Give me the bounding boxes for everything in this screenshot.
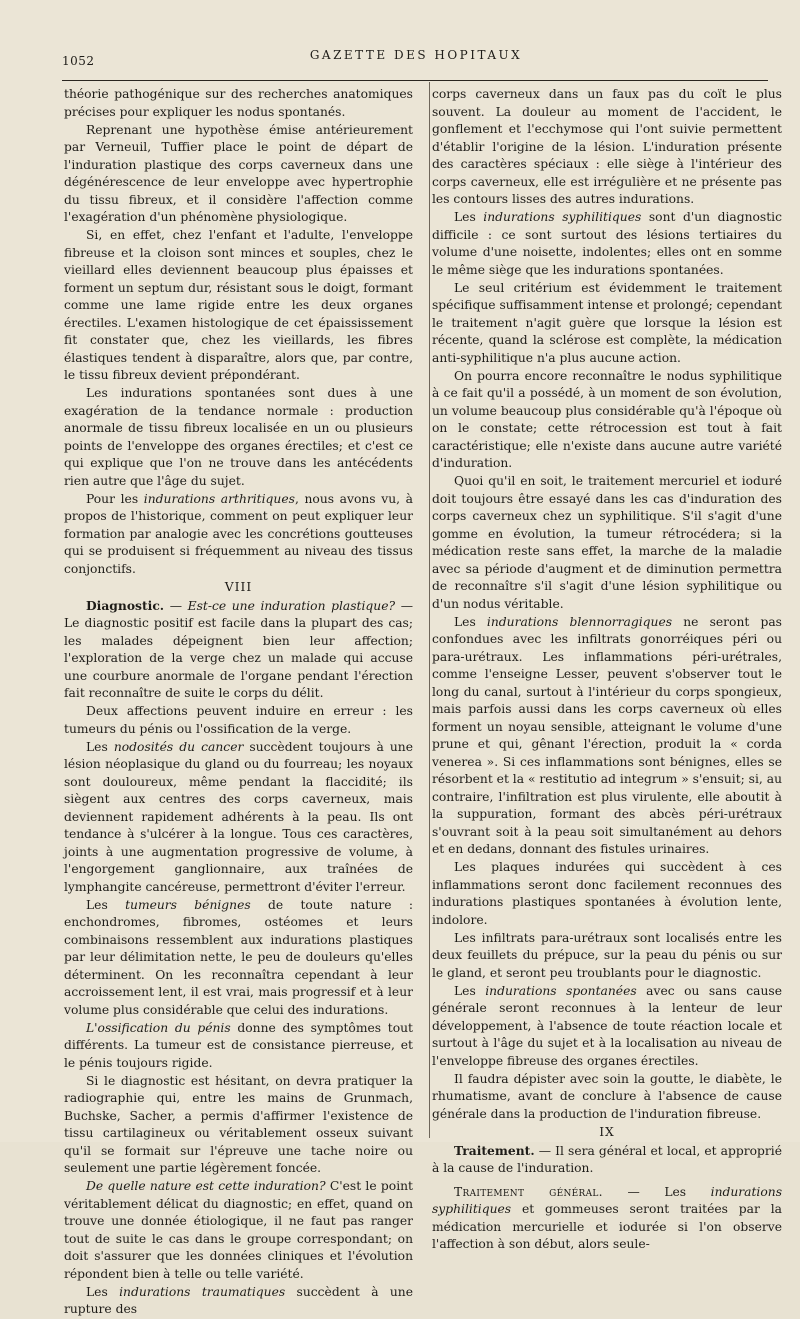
page-header (62, 44, 770, 70)
paragraph (64, 739, 413, 897)
paragraph (432, 209, 782, 279)
paragraph (432, 614, 782, 859)
text-run: succèdent à une rupture des (64, 1284, 413, 1316)
text-run: — Le diagnostic positif est facile dans la plupart des cas; les malades dépeignent bien leur affection; l'exploration de la verge chez un malade qui accuse une courbure anormale de l'organe pendant l'érection fait reconnaître de suite le corps du délit. (64, 598, 413, 700)
italic-term: Est-ce une induration plastique? (187, 598, 396, 613)
italic-term: indurations traumatiques (119, 1284, 286, 1299)
section-heading-viii: VIII (224, 579, 253, 594)
italic-term: indurations syphilitiques (432, 1184, 783, 1216)
text-run: et gommeuses seront traitées par la médication mercurielle et iodurée si l'on observe l'affection à son début, alors seule- (432, 1202, 782, 1251)
header-rule (62, 80, 768, 81)
italic-term: nodosités du cancer (113, 739, 244, 754)
paragraph: Si, en effet, chez l'enfant et l'adulte, l'enveloppe fibreuse et la cloison sont minces et souples, chez le vieillard elles deviennent beaucoup plus épaisses et forment un septum dur, résistant sous le doigt, formant comme une lame rigide entre les deux organes érectiles. L'examen histologique de cet épaississement fit constater que, chez les vieillards, les fibres élastiques tendent à disparaître, alors que, par contre, le tissu fibreux devient prépondérant. (64, 228, 413, 382)
paragraph (64, 1284, 413, 1319)
text-run: — Il sera général et local, et approprié à la cause de l'induration. (432, 1143, 782, 1175)
paragraph (64, 897, 413, 1020)
paragraph: Reprenant une hypothèse émise antérieurement par Verneuil, Tuffier place le point de départ de l'induration plastique des corps caverneux dans une dégénérescence de leur enveloppe avec hypertrophie du tissu fibreux, et il considère l'affection comme l'exagération d'un phénomène physiologique. (64, 122, 413, 224)
italic-term: L'ossification du pénis (86, 1020, 231, 1035)
text-run: sont d'un diagnostic difficile : ce sont surtout des lésions tertiaires du volume d'une noisette, indolentes; elles ont en somme le même siège que les indurations spontanées. (432, 210, 783, 277)
paragraph: Deux affections peuvent induire en erreur : les tumeurs du pénis ou l'ossification de la verge. (64, 704, 413, 736)
text-run: ne seront pas confondues avec les infiltrats gonorréiques péri ou para-urétraux. Les inflammations péri-urétrales, comme l'enseigne Lesser, peuvent s'observer tout le long du canal, surtout à l'intérieur du corps spongieux, mais parfois aussi dans les corps caverneux où elles forment un noyau sensible, atteignant le volume d'une prune et qui, gênant l'érection, produit la « corda venerea ». Si ces inflammations sont bénignes, elles se résorbent et la « restitutio ad integrum » s'ensuit; si, au contraire, l'infiltration est plus virulente, elle aboutit à la suppuration, formant des abcès péri-urétraux s'ouvrant soit à la peau soit simultanément au dehors et en dedans, donnant des fistules urinaires. (432, 614, 782, 856)
text-run: Les (86, 1284, 120, 1299)
paragraph (64, 597, 413, 703)
text-run: Les (454, 210, 484, 224)
text-run: — (164, 598, 188, 613)
text-run: Les (86, 739, 114, 754)
text-run: C'est le point véritablement délicat du diagnostic; en effet, quand on trouve une donnée étiologique, il ne faut pas ranger tout de suite le cas dans le groupe correspondant; on doit s'assurer que les données cliniques et l'évolution répondent bien à telle ou telle variété. (64, 1179, 413, 1281)
paragraph: théorie pathogénique sur des recherches anatomiques précises pour expliquer les nodus spontanés. (64, 87, 413, 119)
text-run: de toute nature : enchondromes, fibromes, ostéomes et leurs combinaisons ressemblent aux indurations plastiques par leur délimitation nette, le peu de douleurs qu'elles déterminent. On les reconnaîtra cependant à leur accroissement lent, il est vrai, mais progressif et à leur volume plus considérable que celui des indurations. (64, 897, 413, 1017)
italic-term: De quelle nature est cette induration? (86, 1179, 326, 1193)
text-run: , nous avons vu, à propos de l'historique, comment on peut expliquer leur formation par analogie avec les concrétions goutteuses qui se produisent si fréquemment au niveau des tissus conjonctifs. (64, 491, 413, 576)
italic-term: indurations spontanées (485, 983, 637, 998)
italic-term: indurations arthritiques (143, 491, 295, 506)
paragraph: Les plaques indurées qui succèdent à ces inflammations seront donc facilement reconnues des indurations plastiques spontanées à évolution lente, indolore. (432, 860, 782, 927)
paragraph: On pourra encore reconnaître le nodus syphilitique à ce fait qu'il a possédé, à un moment de son évolution, un volume beaucoup plus considérable qu'à l'époque où on le constate; cette rétrocession est tout à fait caractéristique; elle n'existe dans aucune autre variété d'induration. (432, 368, 782, 470)
italic-term: indurations syphilitiques (483, 210, 642, 224)
text-run: avec ou sans cause générale seront reconnues à la lenteur de leur développement, à l'absence de toute réaction locale et surtout à l'âge du sujet et à la localisation au niveau de l'enveloppe fibreuse des organes érectiles. (432, 983, 782, 1068)
text-run: — Les (602, 1184, 711, 1199)
paragraph (432, 983, 782, 1071)
text-run: donne des symptômes tout différents. La tumeur est de consistance pierreuse, et le pénis toujours rigide. (64, 1020, 413, 1070)
run-in-heading: Traitement. (454, 1142, 535, 1158)
small-caps-heading: Traitement général. (454, 1184, 603, 1199)
text-run: Les (86, 897, 126, 912)
run-in-heading: Diagnostic. (86, 597, 165, 613)
text-run: Les (454, 614, 487, 629)
paragraph: Le seul critérium est évidemment le traitement spécifique suffisamment intense et prolongé; cependant le traitement n'agit guère que lorsque la lésion est récente, quand la sclérose est complète, la médication anti-syphilitique n'a plus aucune action. (432, 280, 782, 365)
page-number: 1052 (62, 54, 95, 68)
paragraph (64, 1020, 413, 1073)
paragraph (432, 1142, 782, 1178)
text-run: Pour les (86, 491, 144, 506)
journal-title: GAZETTE DES HOPITAUX (309, 48, 523, 62)
section-heading-ix: IX (599, 1124, 615, 1139)
paragraph (64, 1178, 413, 1283)
paragraph: Les indurations spontanées sont dues à une exagération de la tendance normale : production anormale de tissu fibreux localisée en un ou plusieurs points de l'enveloppe des organes érectiles; et c'est ce qui explique que l'on ne trouve dans les antécédents rien autre que l'âge du sujet. (64, 386, 413, 488)
italic-term: indurations blennorragiques (486, 614, 673, 629)
paragraph: corps caverneux dans un faux pas du coït le plus souvent. La douleur au moment de l'accident, le gonflement et l'ecchymose qui l'ont suivie permettent d'établir l'origine de la lésion. L'induration présente des caractères spéciaux : elle siège à l'intérieur des corps caverneux, elle est irrégulière et ne présente pas les contours lisses des autres indurations. (432, 87, 782, 206)
paragraph (432, 1184, 782, 1254)
italic-term: tumeurs bénignes (125, 897, 251, 912)
paragraph: Si le diagnostic est hésitant, on devra pratiquer la radiographie qui, entre les mains de Grunmach, Buchske, Sacher, a permis d'affirmer l'existence de tissu cartilagineux ou véritablement osseux suivant qu'il se formait sur l'épreuve une tache noire ou seulement une partie légèrement foncée. (64, 1073, 413, 1175)
paragraph: Il faudra dépister avec soin la goutte, le diabète, le rhumatisme, avant de conclure à l'absence de cause générale dans la production de l'induration fibreuse. (432, 1071, 782, 1121)
left-column (64, 86, 413, 1319)
paragraph (64, 491, 413, 579)
text-run: Les (454, 983, 486, 998)
column-divider (429, 82, 430, 1138)
right-column (432, 86, 782, 1254)
paragraph: Quoi qu'il en soit, le traitement mercuriel et ioduré doit toujours être essayé dans les cas d'induration des corps caverneux chez un syphilitique. S'il s'agit d'une gomme en évolution, la tumeur rétrocédera; si la médication reste sans effet, la marche de la maladie avec sa période d'augment et de diminution permettra de reconnaître s'il s'agit d'une lésion syphilitique ou d'un nodus véritable. (432, 474, 782, 611)
paragraph: Les infiltrats para-urétraux sont localisés entre les deux feuillets du prépuce, sur la peau du pénis ou sur le gland, et seront peu troublants pour le diagnostic. (432, 930, 782, 980)
text-run: succèdent toujours à une lésion néoplasique du gland ou du fourreau; les noyaux sont douloureux, même pendant la flaccidité; ils siègent aux centres des corps caverneux, mais deviennent rapidement adhérents à la peau. Ils ont tendance à s'ulcérer à la longue. Tous ces caractères, joints à une augmentation progressive de volume, à l'engorgement ganglionnaire, aux traînées de lymphangite cancéreuse, permettront d'éviter l'erreur. (64, 739, 413, 894)
